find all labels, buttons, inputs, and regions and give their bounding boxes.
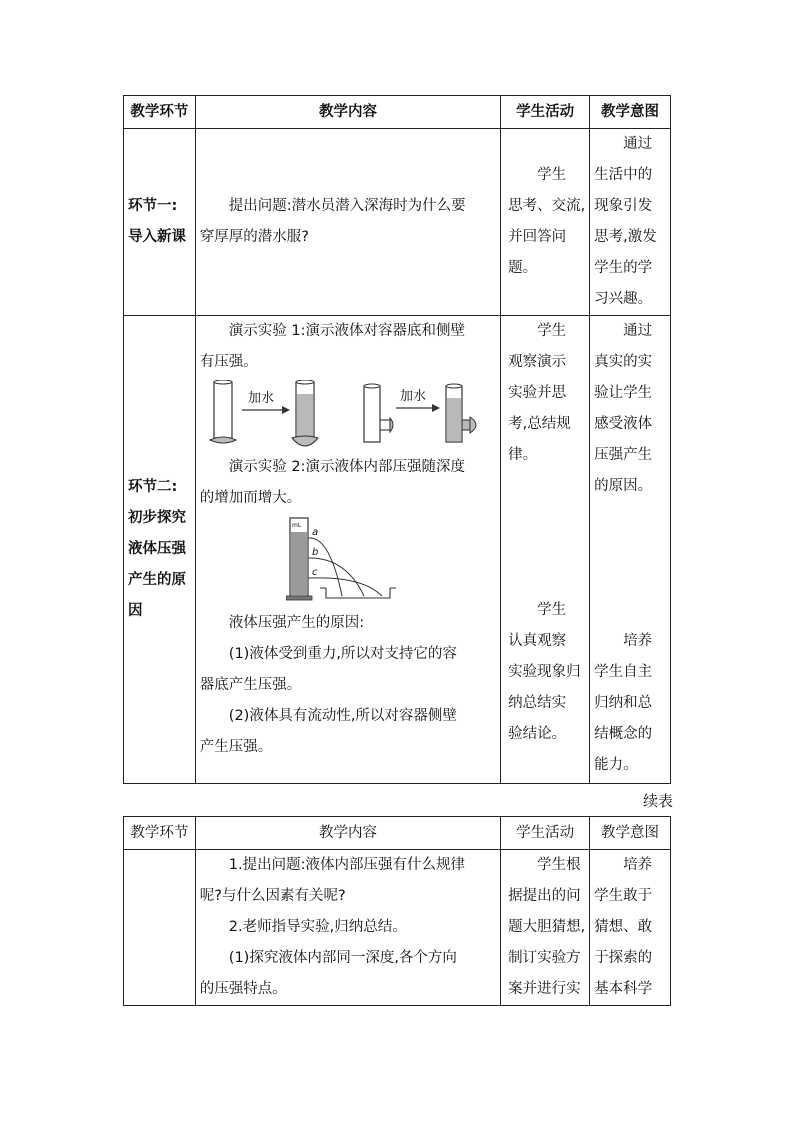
activity-line: 学生 — [537, 323, 567, 339]
table-header-row — [124, 817, 671, 850]
intent-line: 验让学生 — [594, 385, 653, 401]
activity-line: 实验并思 — [508, 385, 567, 401]
activity-line: 案并进行实 — [508, 981, 581, 997]
activity-line: 考,总结规 — [508, 416, 571, 432]
intent-line: 基本科学 — [594, 981, 653, 997]
content-cell — [195, 129, 500, 316]
stage-line: 产生的原 — [128, 572, 186, 588]
hole-label-b: b — [311, 547, 319, 558]
stage-cell — [124, 316, 196, 784]
activity-cell — [501, 129, 590, 316]
stage-line: 液体压强 — [128, 541, 186, 557]
stage-line: 环节一: — [128, 198, 178, 214]
continued-label: 续表 — [642, 792, 673, 810]
membrane-tube-figure — [200, 380, 480, 452]
activity-line: 律。 — [508, 447, 538, 463]
activity-line: 学生 — [537, 167, 567, 183]
continued-table — [123, 816, 671, 1006]
header-activity: 学生活动 — [501, 817, 590, 850]
content-line: 呢?与什么因素有关呢? — [199, 888, 346, 904]
figure-label: 加水 — [399, 389, 426, 404]
intent-line: 生活中的 — [594, 167, 653, 183]
content-line: 产生压强。 — [199, 739, 273, 755]
intent-line: 学生自主 — [594, 664, 653, 680]
content-line: 器底产生压强。 — [199, 677, 302, 693]
intent-line: 通过 — [623, 136, 653, 152]
header-intent: 教学意图 — [590, 96, 671, 129]
content-line: 2.老师指导实验,归纳总结。 — [228, 919, 407, 935]
activity-line: 观察演示 — [508, 354, 567, 370]
intent-cell — [590, 316, 671, 784]
activity-line: 并回答问 — [508, 229, 567, 245]
activity-line: 学生根 — [537, 857, 581, 873]
hole-label-a: a — [311, 527, 318, 538]
content-line: 演示实验 1:演示液体对容器底和侧壁 — [228, 323, 465, 339]
intent-line: 通过 — [623, 323, 653, 339]
intent-line: 归纳和总 — [594, 695, 653, 711]
cylinder-unit-label: mL — [291, 522, 301, 529]
stage-line: 导入新课 — [128, 229, 186, 245]
content-line: 穿厚厚的潜水服? — [199, 229, 309, 245]
intent-line: 结概念的 — [594, 726, 653, 742]
intent-line: 能力。 — [594, 757, 638, 773]
content-line: 提出问题:潜水员潜入深海时为什么要 — [228, 198, 466, 214]
intent-line: 于探索的 — [594, 950, 653, 966]
stage-cell — [124, 850, 196, 1006]
intent-line: 压强产生 — [594, 447, 653, 463]
intent-line: 感受液体 — [594, 416, 653, 432]
intent-line: 学生敢于 — [594, 888, 653, 904]
intent-cell — [590, 129, 671, 316]
intent-line: 学生的学 — [594, 260, 653, 276]
content-line: 1.提出问题:液体内部压强有什么规律 — [228, 857, 465, 873]
intent-line: 的原因。 — [594, 478, 653, 494]
content-line: (1)液体受到重力,所以对支持它的容 — [228, 646, 457, 662]
content-line: 有压强。 — [199, 354, 258, 370]
content-cell — [195, 316, 500, 784]
header-activity: 学生活动 — [501, 96, 590, 129]
activity-line: 认真观察 — [508, 633, 567, 649]
header-content: 教学内容 — [195, 817, 500, 850]
intent-line: 培养 — [623, 857, 653, 873]
activity-line: 思考、交流, — [508, 198, 586, 214]
activity-line: 题。 — [508, 260, 538, 276]
header-content: 教学内容 — [195, 96, 500, 129]
table-row — [124, 129, 671, 316]
content-line: (1)探究液体内部同一深度,各个方向 — [228, 950, 457, 966]
intent-line: 现象引发 — [594, 198, 653, 214]
content-line: 的增加而增大。 — [199, 490, 302, 506]
content-line: 的压强特点。 — [199, 981, 287, 997]
intent-line: 真实的实 — [594, 354, 653, 370]
stage-line: 因 — [128, 603, 143, 619]
content-line: 液体压强产生的原因: — [228, 615, 365, 631]
activity-line: 纳总结实 — [508, 695, 567, 711]
activity-line: 学生 — [537, 602, 567, 618]
activity-line: 题大胆猜想, — [508, 919, 586, 935]
intent-line: 思考,激发 — [594, 229, 657, 245]
header-stage: 教学环节 — [124, 96, 196, 129]
header-intent: 教学意图 — [590, 817, 671, 850]
table-header-row — [124, 96, 671, 129]
content-line: 演示实验 2:演示液体内部压强随深度 — [228, 459, 465, 475]
table-row — [124, 316, 671, 784]
intent-line: 习兴趣。 — [594, 291, 653, 307]
table-row — [124, 850, 671, 1006]
header-stage: 教学环节 — [124, 817, 196, 850]
intent-line: 培养 — [623, 633, 653, 649]
activity-line: 验结论。 — [508, 726, 567, 742]
activity-cell — [501, 316, 590, 784]
figure-label: 加水 — [247, 391, 274, 406]
content-line: (2)液体具有流动性,所以对容器侧壁 — [228, 708, 457, 724]
stage-cell — [124, 129, 196, 316]
lesson-plan-table — [123, 95, 671, 784]
intent-cell — [590, 850, 671, 1006]
stage-line: 初步探究 — [128, 510, 186, 526]
water-jet-figure — [286, 516, 486, 608]
activity-line: 制订实验方 — [508, 950, 581, 966]
intent-line: 猜想、敢 — [594, 919, 653, 935]
activity-line: 实验现象归 — [508, 664, 581, 680]
content-cell — [195, 850, 500, 1006]
activity-cell — [501, 850, 590, 1006]
activity-line: 据提出的问 — [508, 888, 581, 904]
hole-label-c: c — [311, 567, 318, 578]
stage-line: 环节二: — [128, 479, 178, 495]
